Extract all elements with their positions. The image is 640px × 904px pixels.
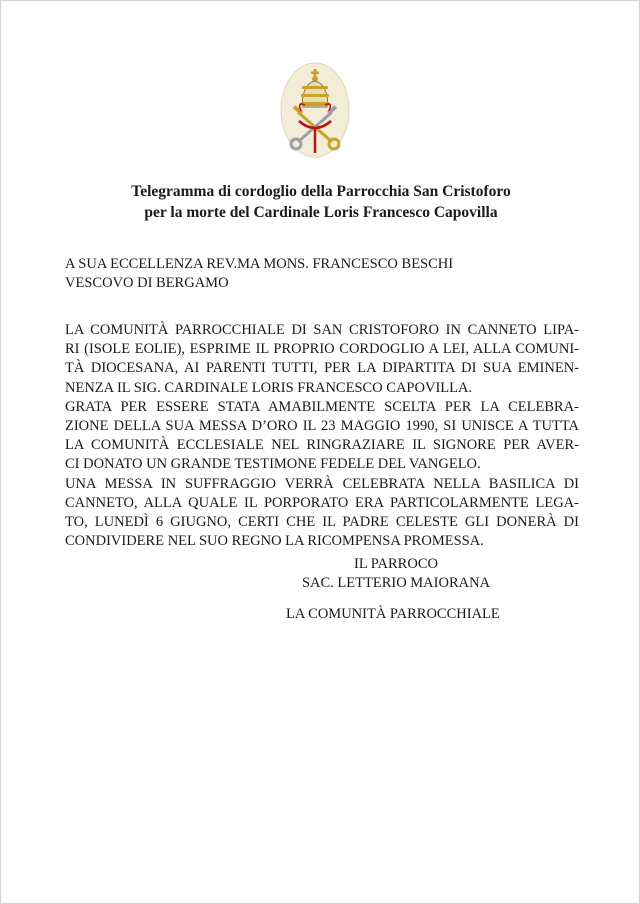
body-line: TÀ DIOCESANA, AI PARENTI TUTTI, PER LA DIPARTITA DI SUA EMINEN-	[65, 360, 579, 377]
body-line: NENZA IL SIG. CARDINALE LORIS FRANCESCO CAPOVILLA.	[65, 379, 473, 396]
title-line-2: per la morte del Cardinale Loris Francesco Capovilla	[144, 204, 498, 221]
body-line: LA COMUNITÀ PARROCCHIALE DI SAN CRISTOFORO IN CANNETO LIPA-	[65, 322, 579, 338]
signature-community: LA COMUNITÀ PARROCCHIALE	[286, 606, 500, 622]
body-line: CI DONATO UN GRANDE TESTIMONE FEDELE DEL VANGELO.	[65, 456, 481, 473]
body-line: RI (ISOLE EOLIE), ESPRIME IL PROPRIO CORDOGLIO A LEI, ALLA COMUNI-	[65, 341, 579, 358]
title-line-1: Telegramma di cordoglio della Parrocchia San Cristoforo	[131, 183, 511, 200]
body-line: LA COMUNITÀ ECCLESIALE NEL RINGRAZIARE IL SIGNORE PER AVER-	[65, 437, 579, 454]
body-line: GRATA PER ESSERE STATA AMABILMENTE SCELTA PER LA CELEBRA-	[65, 398, 579, 415]
signature-role: IL PARROCO	[354, 556, 438, 572]
addressee-line-1: A SUA ECCELLENZA REV.MA MONS. FRANCESCO BESCHI	[65, 256, 454, 272]
body-line: UNA MESSA IN SUFFRAGGIO VERRÀ CELEBRATA NELLA BASILICA DI	[65, 475, 579, 492]
holy-see-emblem-icon	[279, 61, 351, 159]
body-line: ZIONE DELLA SUA MESSA D’ORO IL 23 MAGGIO 1990, SI UNISCE A TUTTA	[65, 418, 579, 435]
addressee-block	[65, 255, 453, 293]
document-title	[61, 181, 581, 223]
addressee-line-2: VESCOVO DI BERGAMO	[65, 275, 229, 291]
signature-name: SAC. LETTERIO MAIORANA	[301, 575, 491, 591]
message-body	[65, 321, 579, 551]
body-line: CONDIVIDERE NEL SUO REGNO LA RICOMPENSA PROMESSA.	[65, 533, 484, 550]
signature-block	[281, 555, 511, 593]
body-line: TO, LUNEDÌ 6 GIUGNO, CERTI CHE IL PADRE CELESTE GLI DONERÀ DI	[65, 514, 579, 531]
body-line: CANNETO, ALLA QUALE IL PORPORATO ERA PARTICOLARMENTE LEGA-	[65, 494, 579, 511]
